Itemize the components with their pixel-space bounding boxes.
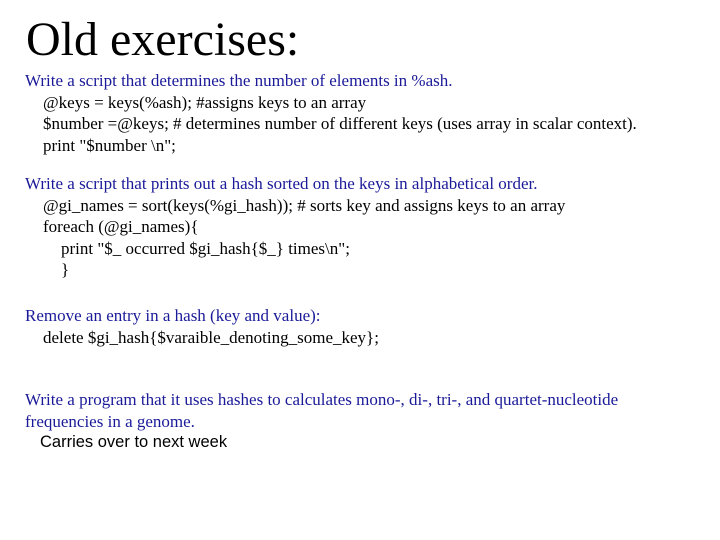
exercise-2-prompt: Write a script that prints out a hash sorted on the keys in alphabetical order. [25,174,538,193]
code-line: $number =@keys; # determines number of different keys (uses array in scalar context). [43,114,637,133]
exercise-4-note: Carries over to next week [40,433,228,451]
exercise-2 [25,173,565,281]
code-line: @keys = keys(%ash); #assigns keys to an array [43,92,367,112]
exercise-1 [25,70,637,156]
code-line: foreach (@gi_names){ [43,217,199,236]
exercise-4-prompt: Write a program that it uses hashes to calculates mono-, di-, tri-, and quartet-nucleotide frequencies in a genome. [25,390,619,431]
code-line: delete $gi_hash{$varaible_denoting_some_key}; [43,327,379,347]
code-line: } [61,260,70,279]
slide-title: Old exercises: [26,13,300,66]
exercise-1-prompt: Write a script that determines the number of elements in %ash. [25,71,453,90]
exercise-3-prompt: Remove an entry in a hash (key and value): [25,306,321,325]
code-line: @gi_names = sort(keys(%gi_hash)); # sorts key and assigns keys to an array [43,195,566,215]
code-line: print "$_ occurred $gi_hash{$_} times\n"; [61,238,350,258]
exercise-3 [25,305,379,348]
code-line: print "$number \n"; [43,135,176,155]
exercise-4 [25,389,685,454]
